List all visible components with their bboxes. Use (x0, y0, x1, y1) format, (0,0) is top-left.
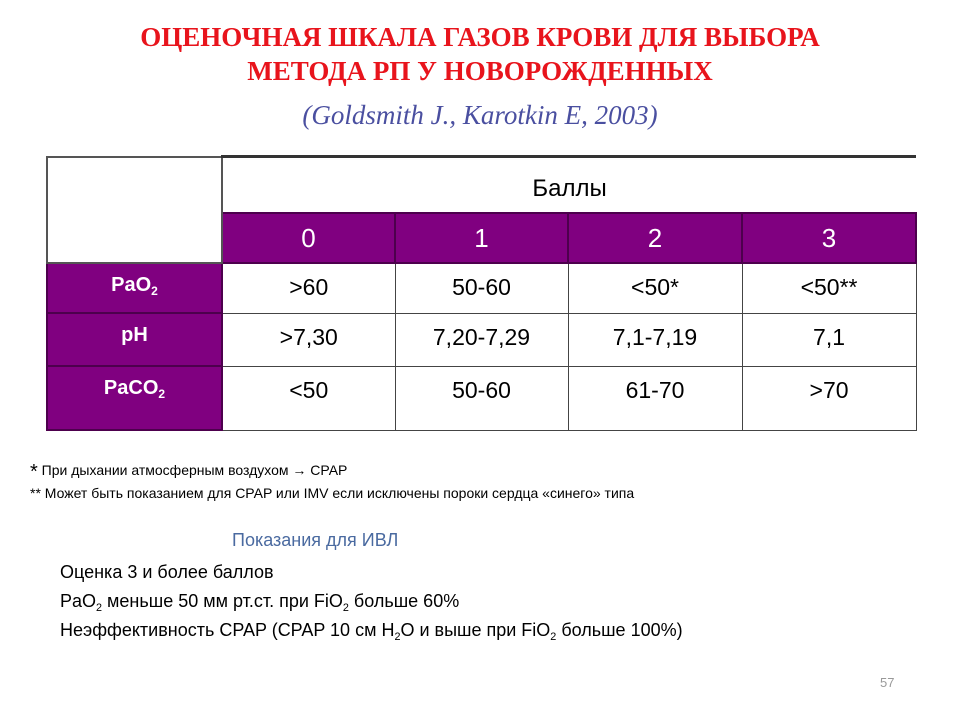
ivl-indications-title: Показания для ИВЛ (232, 530, 399, 550)
footnotes (30, 460, 634, 504)
footnote-1-text: При дыхании атмосферным воздухом → CPAP (37, 462, 348, 478)
score-column-header: 0 (222, 213, 395, 263)
citation: (Goldsmith J., Karotkin E, 2003) (302, 100, 658, 130)
row-label-paco2 (47, 366, 222, 430)
table-cell: 61-70 (568, 366, 742, 430)
row-label-text: PaCO (103, 377, 159, 399)
list-item-text: PaO (60, 591, 97, 611)
footnote-1 (30, 460, 634, 482)
row-label-pao2 (47, 263, 222, 313)
table-cell: 50-60 (395, 366, 568, 430)
subscript: 2 (96, 601, 103, 614)
table-corner-cell (47, 157, 222, 264)
list-item-text: O и выше при FiO (400, 620, 551, 640)
footnote-2: ** Может быть показанием для CPAP или IMV если исключены пороки сердца «синего» типа (30, 485, 635, 501)
table-cell: 50-60 (395, 263, 568, 313)
table-cell: >7,30 (222, 313, 395, 366)
blood-gas-scale-table (46, 155, 917, 431)
list-item-text: меньше 50 мм рт.ст. при FiO (102, 591, 343, 611)
row-label-subscript: 2 (158, 387, 166, 402)
subscript: 2 (550, 630, 557, 643)
row-label-subscript: 2 (151, 284, 158, 299)
score-column-header: 1 (395, 213, 568, 263)
row-label-text: PaO (111, 274, 152, 296)
table-cell: 7,1-7,19 (568, 313, 742, 366)
row-label-ph (47, 313, 222, 366)
table-cell: <50* (568, 263, 742, 313)
subscript: 2 (342, 601, 349, 614)
list-item (60, 587, 683, 616)
subscript: 2 (394, 630, 401, 643)
points-header: Баллы (222, 157, 916, 214)
table-cell: <50** (742, 263, 916, 313)
title-line-2: МЕТОДА РП У НОВОРОЖДЕННЫХ (247, 56, 713, 86)
table-cell: <50 (222, 366, 395, 430)
row-label-text: pH (121, 324, 148, 346)
ivl-indications-list (60, 558, 683, 645)
table-cell: >70 (742, 366, 916, 430)
table-cell: 7,1 (742, 313, 916, 366)
title-line-1: ОЦЕНОЧНАЯ ШКАЛА ГАЗОВ КРОВИ ДЛЯ ВЫБОРА (140, 22, 820, 52)
footnote-star: * (30, 461, 38, 483)
score-column-header: 3 (742, 213, 916, 263)
slide-title (0, 20, 960, 88)
list-item-text: больше 100%) (556, 620, 683, 640)
list-item (60, 616, 683, 645)
list-item-text: больше 60% (348, 591, 460, 611)
table-row (47, 313, 916, 366)
table-header-row (47, 157, 916, 214)
list-item: Оценка 3 и более баллов (60, 562, 274, 582)
page-number: 57 (880, 675, 895, 690)
table-cell: 7,20-7,29 (395, 313, 568, 366)
table-row (47, 366, 916, 430)
score-column-header: 2 (568, 213, 742, 263)
table-row (47, 263, 916, 313)
table-cell: >60 (222, 263, 395, 313)
list-item-text: Неэффективность CPAP (CPAP 10 см H (60, 620, 395, 640)
